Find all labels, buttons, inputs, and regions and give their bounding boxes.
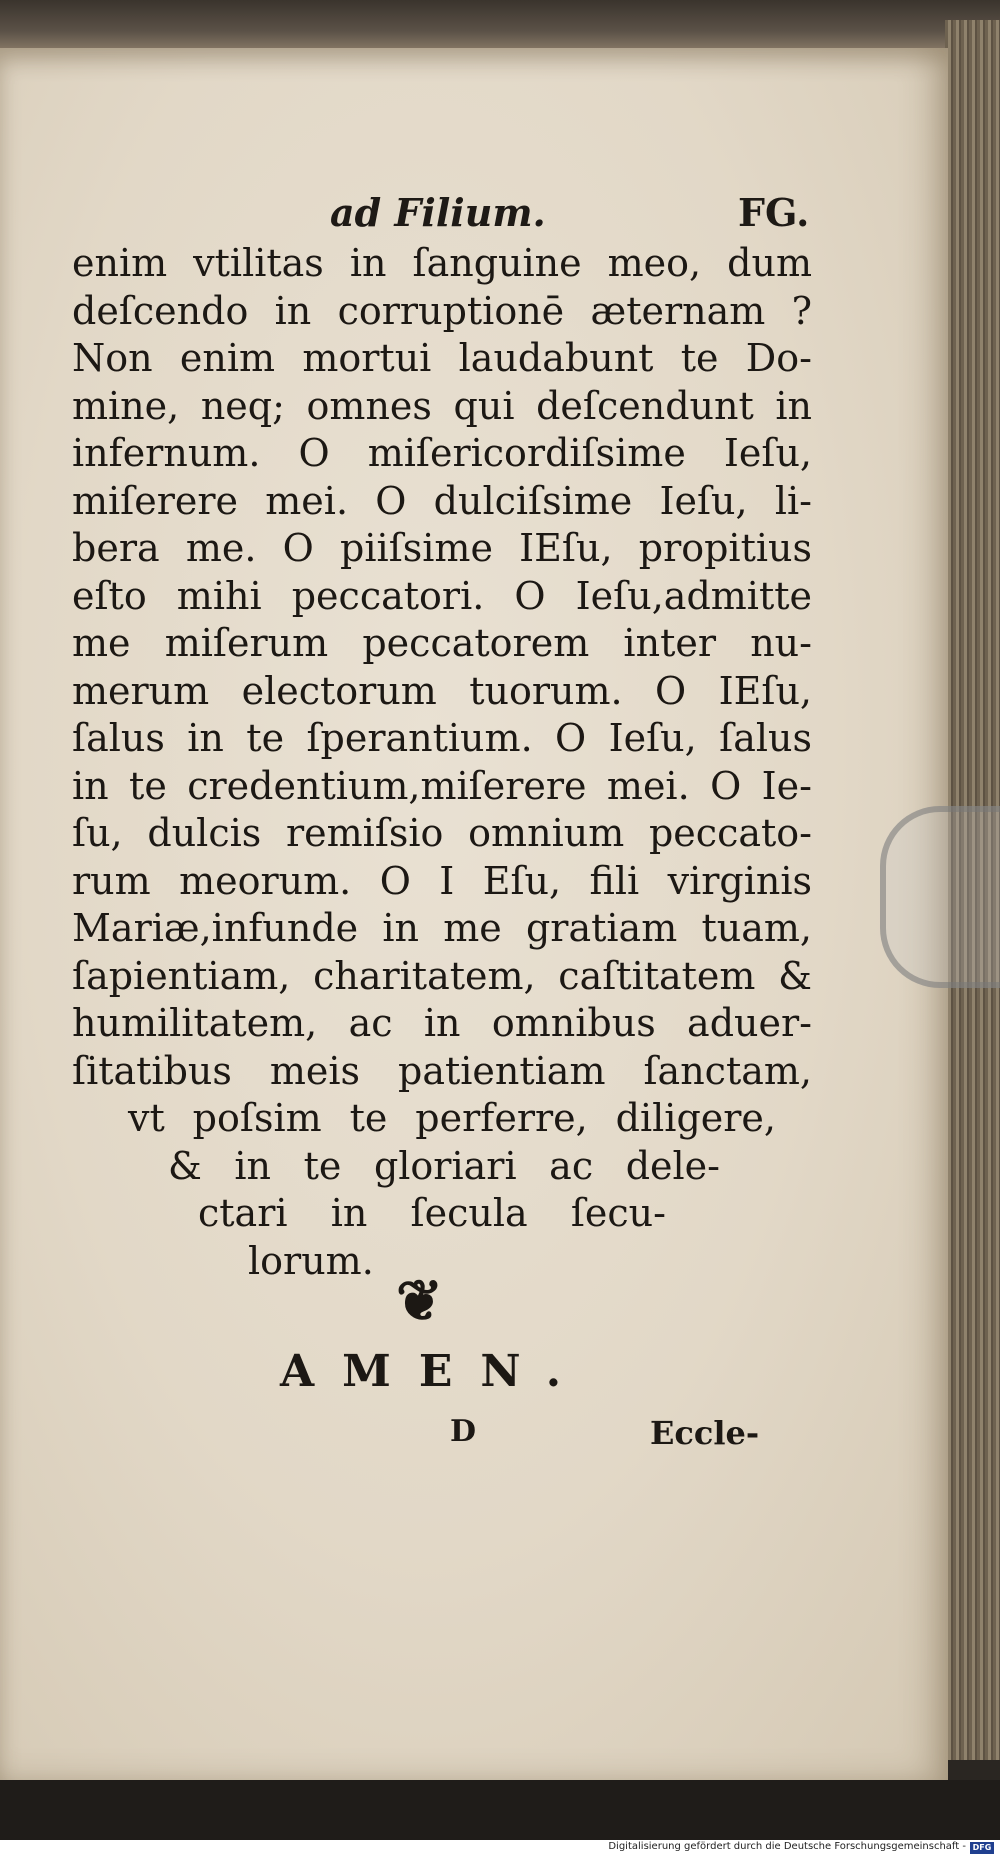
text-line: bera me. O piiſsime IEſu, propitius	[72, 526, 812, 570]
text-line: humilitatem, ac in omnibus aduer-	[72, 1001, 812, 1045]
text-line: ſitatibus meis patientiam ſanctam,	[72, 1048, 812, 1093]
text-line: ſapientiam, charitatem, caſtitatem &	[72, 953, 812, 998]
text-line: Non enim mortui laudabunt te Do-	[72, 336, 812, 380]
text-line: miſerere mei. O dulciſsime Ieſu, li-	[72, 478, 812, 523]
running-header	[0, 190, 948, 240]
text-line: deſcendo in corruptionē æternam ?	[72, 288, 812, 333]
digitization-credit: Digitalisierung gefördert durch die Deutsche Forschungsgemeinschaft -	[608, 1841, 966, 1852]
text-line: Mariæ,infunde in me gratiam tuam,	[72, 906, 812, 950]
text-line: ſalus in te ſperantium. O Ieſu, ſalus	[72, 716, 812, 760]
text-line: infernum. O miſericordiſsime Ieſu,	[72, 431, 812, 475]
amen-text: AMEN.	[280, 1346, 590, 1397]
text-line: mine, neq; omnes qui deſcendunt in	[72, 383, 812, 428]
text-line: rum meorum. O I Eſu, fili virginis	[72, 858, 812, 903]
scan-background	[0, 1780, 1000, 1840]
text-line: enim vtilitas in ſanguine meo, dum	[72, 241, 812, 285]
text-line: in te credentium,miſerere mei. O Ie-	[72, 763, 812, 808]
body-text	[72, 240, 812, 1285]
fleuron-ornament: ❦	[396, 1268, 443, 1334]
text-line: ſu, dulcis remiſsio omnium peccato-	[72, 811, 812, 855]
running-title: ad Filium.	[330, 190, 546, 235]
text-line: me miſerum peccatorem inter nu-	[72, 621, 812, 665]
book-top-edge	[0, 0, 1000, 52]
page-clip	[880, 806, 1000, 988]
text-line-tapered: lorum.	[248, 1238, 374, 1283]
catchword: Eccle-	[650, 1414, 760, 1452]
text-line: eſto mihi peccatori. O Ieſu,admitte	[72, 573, 812, 618]
text-line-tapered: & in te gloriari ac dele-	[168, 1143, 720, 1188]
dfg-logo: DFG	[970, 1842, 994, 1854]
digitization-footer	[0, 1840, 1000, 1856]
text-line: merum electorum tuorum. O IEſu,	[72, 668, 812, 713]
signature-mark: D	[450, 1414, 477, 1449]
text-line-tapered: ctari in ſecula ſecu-	[198, 1191, 666, 1235]
folio-number: FG.	[738, 190, 810, 235]
text-line-tapered: vt poſsim te perferre, diligere,	[128, 1096, 776, 1140]
